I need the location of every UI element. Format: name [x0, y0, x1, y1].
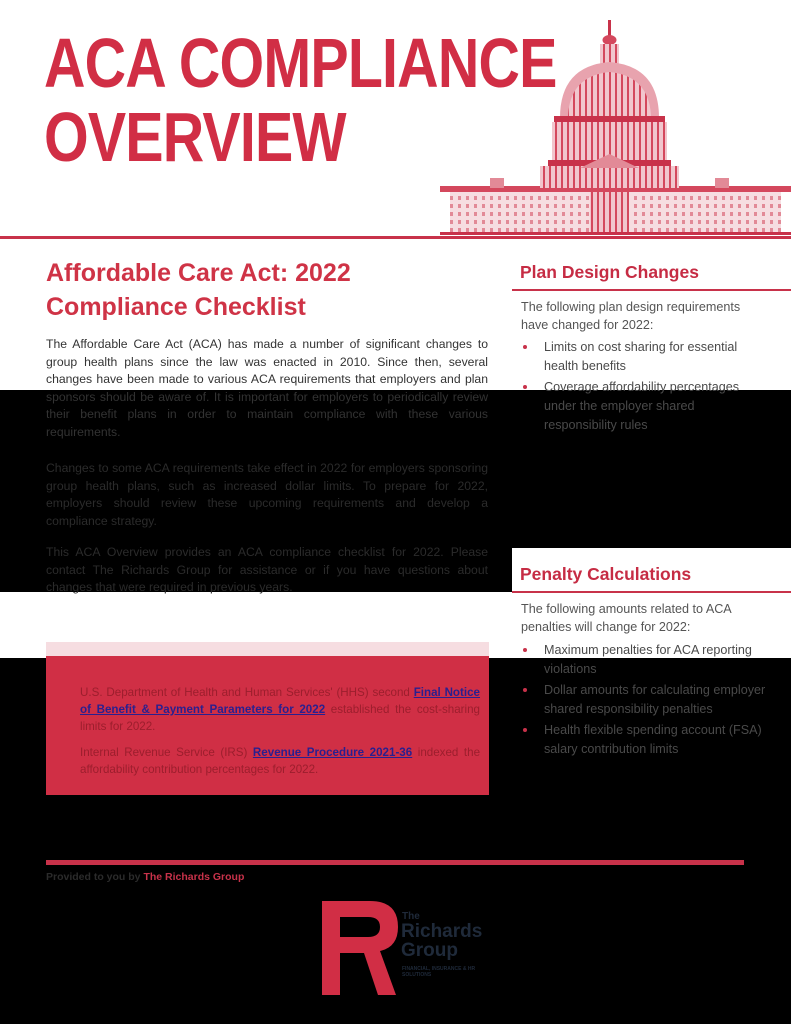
overview-paragraph: This ACA Overview provides an ACA compliance checklist for 2022. Please contact The Richards Group for assistance or if you have questions about changes that were required in previous years.: [46, 545, 488, 595]
bullet-icon: [523, 648, 527, 652]
list-item: Maximum penalties for ACA reporting violations: [521, 641, 766, 679]
header-divider: [0, 236, 791, 239]
logo-the: The: [402, 911, 420, 922]
page-title: ACA COMPLIANCE OVERVIEW: [44, 24, 557, 176]
changes-paragraph: Changes to some ACA requirements take effect in 2022 for employers sponsoring group health plans, such as increased dollar limits. To prepare for 2022, employers should review these upcoming requirements and develop a compliance strategy.: [46, 461, 488, 528]
penalty-calculations-heading: Penalty Calculations: [520, 564, 692, 584]
plan-design-intro: The following plan design requirements have changed for 2022:: [521, 300, 741, 332]
checklist-heading: Affordable Care Act: 2022 Compliance Checklist: [46, 259, 351, 321]
irs-revenue-procedure-link[interactable]: Revenue Procedure 2021-36: [252, 746, 413, 759]
penalty-intro: The following amounts related to ACA penalties will change for 2022:: [521, 602, 732, 634]
intro-paragraph: The Affordable Care Act (ACA) has made a number of significant changes to group health plans since the law was enacted in 2010. Since then, several changes have been made to various ACA requirements that employers and plan sponsors should be aware of. It is important for employers to periodically review their benefit plans in order to maintain compliance with these various requirements.: [46, 337, 488, 439]
list-item: Health flexible spending account (FSA) salary contribution limits: [521, 721, 766, 759]
bullet-icon: [523, 385, 527, 389]
footer-divider: [46, 860, 744, 865]
penalty-list: [521, 641, 766, 761]
irs-note: Internal Revenue Service (IRS) Revenue Procedure 2021-36 indexed the affordability contribution percentages for 2022.: [80, 746, 481, 776]
list-item: Coverage affordability percentages under the employer shared responsibility rules: [521, 378, 766, 435]
bullet-icon: [523, 728, 527, 732]
plan-design-heading: Plan Design Changes: [520, 262, 699, 282]
callout-top-band: [46, 642, 489, 656]
provided-by-line: Provided to you by The Richards Group: [46, 871, 245, 883]
hhs-final-notice-link[interactable]: Final Notice of Benefit & Payment Parameters for 2022: [80, 686, 480, 716]
bullet-icon: [523, 345, 527, 349]
list-item: Limits on cost sharing for essential health benefits: [521, 338, 766, 376]
list-item: Dollar amounts for calculating employer shared responsibility penalties: [521, 681, 766, 719]
penalty-divider: [512, 591, 791, 593]
plan-design-divider: [512, 289, 791, 291]
logo-name: Richards Group: [401, 921, 483, 961]
hhs-note: U.S. Department of Health and Human Services' (HHS) second Final Notice of Benefit & Payment Parameters for 2022 established the cost-sharing limits for 2022.: [80, 686, 480, 733]
regulatory-sources-callout: [46, 642, 489, 795]
bullet-icon: [523, 688, 527, 692]
plan-design-list: [521, 338, 766, 437]
capitol-building-illustration: [440, 18, 791, 240]
logo-tagline: FINANCIAL, INSURANCE & HR SOLUTIONS: [402, 966, 476, 978]
